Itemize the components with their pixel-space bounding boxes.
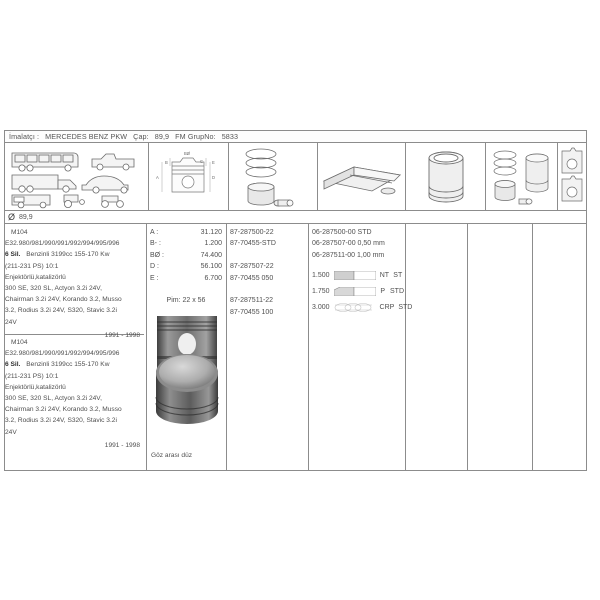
fuel-spec-row2: Benzinli 3199cc 155-170 Kw (26, 361, 110, 369)
diameter-bar-value: 89,9 (19, 213, 33, 221)
engine-code-row1: M104 (11, 229, 28, 236)
cylinder-count-row2: 6 Sil. (5, 361, 21, 369)
packaging-box-illustration (318, 143, 406, 210)
diameter-symbol-icon: Ø (8, 212, 16, 222)
ring-size: 1.750 (312, 287, 330, 295)
oem-number: 06-287507-00 0,50 mm (312, 240, 385, 248)
model-line: 3.2, Rodius 3.2i 24V, S320, Stavic 3.2i (5, 307, 117, 315)
dimension-row (150, 227, 222, 238)
vehicle-types-icons (5, 143, 149, 210)
illustration-strip (4, 143, 587, 211)
piston-kit-illustration (486, 143, 558, 210)
model-line: 24V (5, 318, 17, 326)
dimension-label: A : (150, 229, 159, 236)
engine-variants-row1: E32.980/981/990/991/992/994/995/996 (5, 240, 120, 248)
ring-spec-row (312, 267, 404, 283)
diagram-label-d: D (212, 174, 216, 180)
column-divider-2 (226, 224, 227, 470)
part-number: 87-70455 050 (230, 274, 274, 282)
piston-ring-set-illustration (229, 143, 319, 210)
diameter-bar (4, 211, 587, 224)
dimension-row (150, 273, 222, 284)
model-line: Chairman 3.2i 24V, Korando 3.2, Musso (5, 296, 122, 304)
dimensions-block-row1 (150, 227, 222, 304)
cylinder-count-row1: 6 Sil. (5, 251, 21, 259)
dimension-value: 1.200 (204, 240, 222, 248)
column-divider-5 (467, 224, 468, 470)
engine-variants-row2: E32.980/981/990/991/992/994/995/996 (5, 350, 120, 358)
part-number: 87-70455 100 (230, 308, 274, 316)
model-line: 3.2, Rodius 3.2i 24V, S320, Stavic 3.2i (5, 417, 117, 425)
ring-type: CRP (379, 303, 395, 311)
ring-spec-row (312, 299, 413, 315)
dimension-label: BØ : (150, 251, 165, 259)
feature-row1: Enjektörlü,katalizörlü (5, 273, 66, 281)
part-number: 87-287500-22 (230, 229, 274, 236)
ring-profile-figure (334, 287, 376, 296)
model-years-row2: 1991 - 1998 (104, 441, 140, 449)
oem-number: 06-287511-00 1,00 mm (312, 251, 385, 259)
part-number-spacer (230, 284, 276, 295)
model-years-row1: 1991 - 1998 (104, 331, 140, 339)
specification-table (4, 224, 587, 471)
diagram-label-e: E (212, 159, 215, 165)
dimension-label: D : (150, 263, 159, 271)
model-line: 24V (5, 428, 17, 436)
piston-photo-top (151, 351, 223, 429)
feature-row2: Enjektörlü,katalizörlü (5, 383, 66, 391)
oem-number: 06-287500-00 STD (312, 229, 372, 236)
power-spec-row2: (211-231 PS) 10:1 (5, 372, 59, 380)
ring-spec-row (312, 283, 404, 299)
oem-numbers-block-row1 (312, 227, 385, 261)
dimension-value: 31.120 (200, 229, 222, 236)
diameter-label: Çap: (133, 132, 149, 141)
part-number: 87-287511-22 (230, 297, 274, 305)
dimension-label: E : (150, 274, 159, 282)
model-line: 300 SE, 320 SL, Actyon 3.2i 24V, (5, 285, 102, 293)
column-divider-4 (405, 224, 406, 470)
diagram-label-bo: BØ (184, 150, 191, 156)
part-number: 87-70455-STD (230, 240, 276, 248)
ring-size: 3.000 (312, 303, 330, 311)
manufacturer-name: MERCEDES BENZ PKW (45, 132, 128, 141)
ring-specs-block-row1 (312, 267, 413, 315)
application-block-row2 (5, 337, 146, 451)
dimension-value: 74.400 (200, 251, 222, 259)
ring-profile-figure (334, 271, 376, 280)
pin-spec-row1: Pim: 22 x 56 (166, 297, 206, 305)
piston-dimension-diagram (149, 143, 229, 210)
column-divider-6 (532, 224, 533, 470)
group-label: FM GrupNo: (175, 132, 216, 141)
part-number: 87-287507-22 (230, 263, 274, 271)
model-line: Chairman 3.2i 24V, Korando 3.2, Musso (5, 406, 122, 414)
part-number-spacer (230, 250, 276, 261)
fuel-spec-row1: Benzinli 3199cc 155-170 Kw (26, 251, 110, 259)
diagram-label-b: B (165, 159, 168, 165)
engine-code-row2: M104 (11, 339, 28, 346)
piston-note-row2: Göz arası düz (151, 452, 193, 459)
ring-profile-figure (334, 303, 376, 312)
cylinder-liner-illustration (406, 143, 486, 210)
ring-std: STD (398, 303, 413, 311)
column-divider-3 (308, 224, 309, 470)
ring-size: 1.500 (312, 271, 330, 279)
group-number: 5833 (221, 132, 239, 141)
ring-std: STD (390, 287, 404, 295)
dimension-row (150, 238, 222, 249)
application-block-row1 (5, 227, 146, 341)
ring-type: P (380, 287, 386, 295)
diagram-label-c: C (200, 158, 204, 164)
dimension-value: 6.700 (204, 274, 222, 282)
ring-type: NT (379, 271, 390, 279)
manufacturer-label: İmalatçı : (9, 132, 40, 141)
diameter-value: 89,9 (154, 132, 170, 141)
dimension-row (150, 261, 222, 272)
power-spec-row1: (211-231 PS) 10:1 (5, 262, 59, 270)
dimension-value: 56.100 (200, 263, 222, 271)
manufacturer-header-bar (4, 130, 587, 143)
part-numbers-block-row1 (230, 227, 276, 318)
ring-std: ST (393, 271, 403, 279)
dimension-label: B- : (150, 240, 161, 248)
dimension-row (150, 250, 222, 261)
diagram-label-a: A (156, 174, 159, 180)
column-divider-1 (146, 224, 147, 470)
model-line: 300 SE, 320 SL, Actyon 3.2i 24V, (5, 395, 102, 403)
ring-profile-illustration (558, 143, 586, 210)
